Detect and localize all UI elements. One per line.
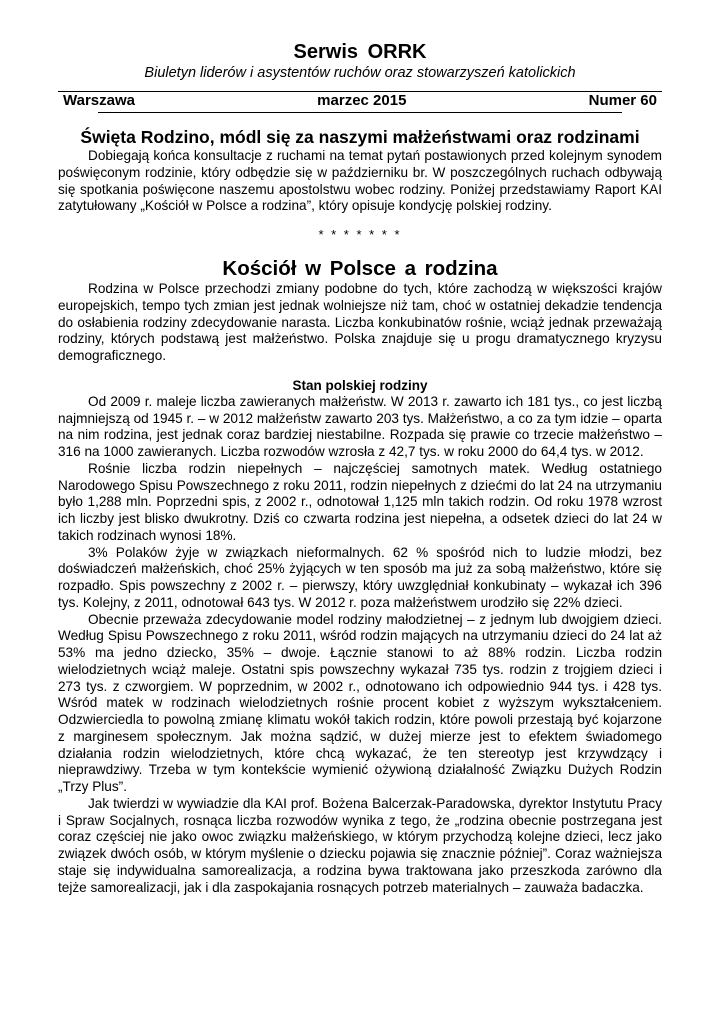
- section-heading: Stan polskiej rodziny: [292, 377, 428, 393]
- issue-number: Numer 60: [588, 92, 657, 109]
- bulletin-title: Serwis ORRK: [293, 41, 427, 63]
- intro-paragraph: Dobiegają końca konsultacje z ruchami na temat pytań postawionych przed kolejnym synodem poświęconym rodzinie, który odbędzie się w październiku br. W poszczególnych ruchach odbywają się spotkania poświęcone naszemu apostolstwu wobec rodziny. Poniżej przedstawiamy Raport KAI zatytułowany „Kościół w Polsce a rodzina”, który opisuje kondycję polskiej rodziny.: [58, 148, 662, 214]
- article-paragraph: Rośnie liczba rodzin niepełnych – najczęściej samotnych matek. Według ostatniego Narodowego Spisu Powszechnego z roku 2011, rodzin niepełnych z dziećmi do lat 24 na utrzymaniu było 1,288 mln. Poprzedni spis, z 2002 r., odnotował 1,125 mln takich rodzin. Od roku 1978 wzrost ich liczby jest blisko dwukrotny. Dziś co czwarta rodzina jest niepełna, a odsetek dzieci do lat 24 w takich rodzinach wynosi 18%.: [58, 460, 662, 543]
- issue-date: marzec 2015: [317, 92, 407, 109]
- section-separator: * * * * * * *: [318, 227, 402, 242]
- issue-meta-row: [58, 92, 662, 110]
- header-rule-bottom: [98, 112, 622, 113]
- article-paragraph: Jak twierdzi w wywiadzie dla KAI prof. Bożena Balcerzak-Paradowska, dyrektor Instytutu Pracy i Spraw Socjalnych, rosnąca liczba rozwodów wynika z tego, że „rodzina obecnie postrzegana jest coraz częściej nie jako owoc związku małżeńskiego, w którym przychodzą kolejne dzieci, lecz jako związek dwóch osób, w którym myślenie o dziecku pojawia się znacznie później”. Coraz ważniejsza staje się indywidualna samorealizacja, a rodzina bywa traktowana jako przeszkoda zarówno dla tejże samorealizacji, jak i dla zaspokajania rosnących potrzeb materialnych – zauważa badaczka.: [58, 795, 662, 895]
- article-paragraph: Od 2009 r. maleje liczba zawieranych małżeństw. W 2013 r. zawarto ich 181 tys., co jest liczbą najmniejszą od 1945 r. – w 2012 małżeństw zawarto 203 tys. Małżeństwo, a co za tym idzie – oparta na nim rodzina, jest jednak coraz bardziej niestabilne. Rozpada się prawie co trzecie małżeństwo – 316 na 1000 zawieranych. Liczba rozwodów wzrosła z 42,7 tys. w roku 2000 do 64,4 tys. w 2012.: [58, 393, 662, 459]
- bulletin-subtitle: Biuletyn liderów i asystentów ruchów oraz stowarzyszeń katolickich: [144, 65, 576, 81]
- issue-city: Warszawa: [63, 92, 135, 109]
- article-paragraph: Obecnie przeważa zdecydowanie model rodziny małodzietnej – z jednym lub dwojgiem dzieci. Według Spisu Powszechnego z roku 2011, wśród rodzin mających na utrzymaniu dzieci do 24 lat aż 53% ma jedno dziecko, 35% – dwoje. Łącznie stanowi to aż 88% rodzin. Liczba rodzin wielodzietnych wciąż maleje. Ostatni spis powszechny wykazał 735 tys. rodzin z trojgiem dzieci i 273 tys. z czworgiem. W poprzednim, w 2002 r., odnotowano ich odpowiednio 944 tys. i 428 tys. Wśród matek w rodzinach wielodzietnych rośnie procent kobiet z wyższym wykształceniem. Odzwierciedla to powolną zmianę klimatu wokół takich rodzin, które powoli przestają być kojarzone z marginesem społecznym. Jak można sądzić, w dużej mierze jest to efektem świadomego działania rodzin wielodzietnych, które chcą wykazać, że ten stereotyp jest krzywdzący i nieprawdziwy. Trzeba w tym kontekście wymienić ożywioną działalność Związku Dużych Rodzin „Trzy Plus”.: [58, 611, 662, 794]
- article-heading: Kościół w Polsce a rodzina: [222, 257, 498, 280]
- article-paragraph: 3% Polaków żyje w związkach nieformalnych. 62 % spośród nich to ludzie młodzi, bez doświadczeń małżeńskich, choć 25% żyjących w ten sposób ma już za sobą małżeństwo, które się rozpadło. Spis powszechny z 2002 r. – pierwszy, który uwzględniał konkubinaty – wykazał ich 396 tys. Kolejny, z 2011, odnotował 643 tys. W 2012 r. poza małżeństwem urodziło się 22% dzieci.: [58, 544, 662, 610]
- intro-heading: Święta Rodzino, módl się za naszymi małżeństwami oraz rodzinami: [80, 127, 640, 147]
- article-lead: Rodzina w Polsce przechodzi zmiany podobne do tych, które zachodzą w większości krajów europejskich, tempo tych zmian jest jednak wolniejsze niż tam, choć w ostatniej dekadzie tendencja do osłabienia rodziny zdecydowanie narasta. Liczba konkubinatów rośnie, wciąż jednak przeważają rodziny, których podstawą jest małżeństwo. Polska znajduje się u progu dramatycznego kryzysu demograficznego.: [58, 281, 662, 363]
